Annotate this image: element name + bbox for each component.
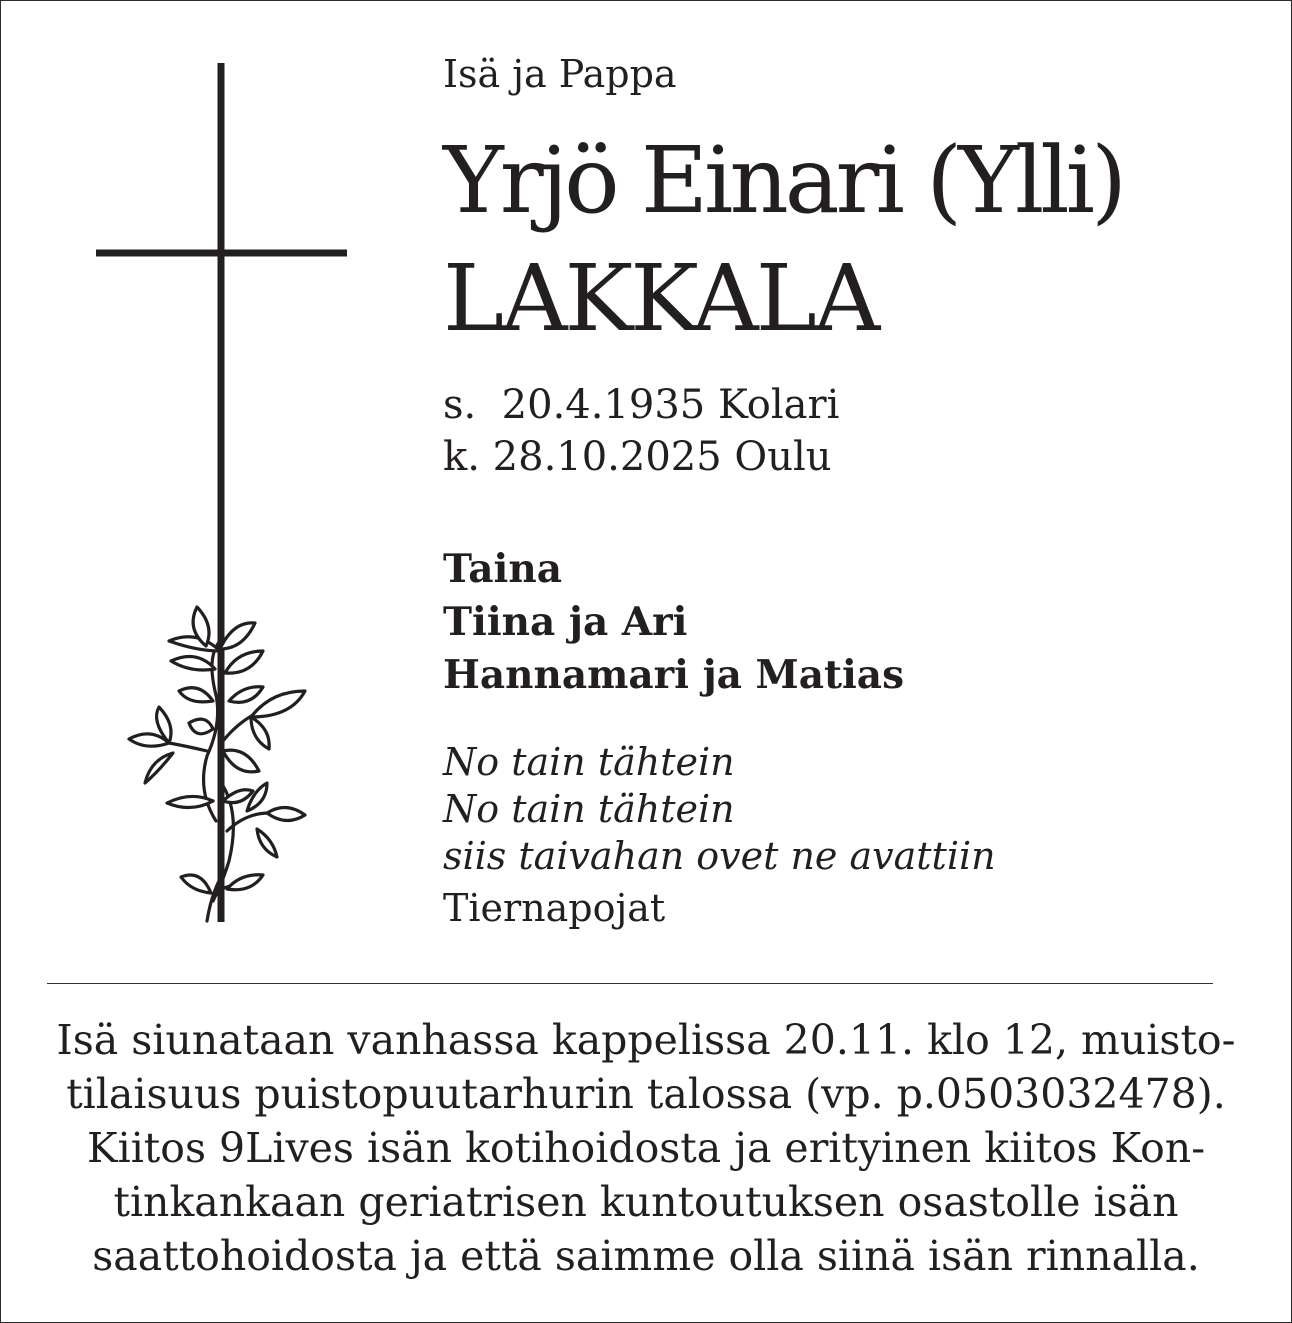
announcement-line: tilaisuus puistopuutarhurin talossa (vp. p.0503032478). [66,1070,1226,1118]
cross-icon [1,1,421,941]
verse-line: siis taivahan ovet ne avattiin [443,834,996,878]
verse-line: No tain tähtein [443,740,735,784]
leaf-icons [129,607,305,893]
birth-date: s. 20.4.1935 Kolari [443,382,840,428]
death-date: k. 28.10.2025 Oulu [443,434,832,480]
funeral-announcement [1,1013,1291,1283]
announcement-line: Kiitos 9Lives isän kotihoidosta ja erityinen kiitos Kon- [86,1124,1206,1172]
announcement-line: Isä siunataan vanhassa kappelissa 20.11. klo 12, muisto- [56,1016,1236,1064]
deceased-surname: LAKKALA [443,245,878,352]
deceased-given-names: Yrjö Einari (Ylli) [443,127,1123,234]
mourner-name: Hannamari ja Matias [443,652,905,698]
mourner-name: Tiina ja Ari [443,599,688,645]
divider [47,983,1213,984]
verse-line: No tain tähtein [443,787,735,831]
announcement-line: tinkankaan geriatrisen kuntoutuksen osastolle isän [113,1178,1179,1226]
verse-source: Tiernapojat [443,886,666,930]
announcement-line: saattohoidosta ja että saimme olla siinä isän rinnalla. [92,1232,1200,1280]
mourner-name: Taina [443,546,562,592]
relation-heading: Isä ja Pappa [443,52,677,96]
